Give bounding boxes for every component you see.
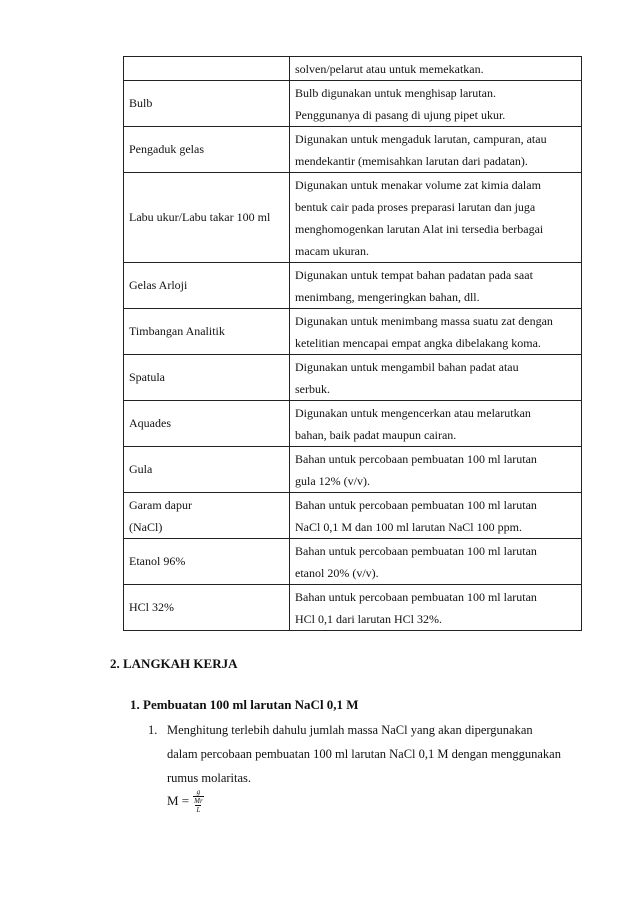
subsection-heading-nacl: 1. Pembuatan 100 ml larutan NaCl 0,1 M xyxy=(130,697,359,712)
item-name: Timbangan Analitik xyxy=(129,324,225,338)
item-description-line: gula 12% (v/v). xyxy=(295,474,370,488)
formula-fraction xyxy=(193,788,204,814)
item-description-cell xyxy=(290,355,582,401)
item-description-cell xyxy=(290,585,582,631)
item-description-line: etanol 20% (v/v). xyxy=(295,566,379,580)
table-row xyxy=(124,355,582,401)
item-description-line: bentuk cair pada proses preparasi larutan dan juga xyxy=(295,200,536,214)
item-description-line: mendekantir (memisahkan larutan dari padatan). xyxy=(295,154,528,168)
table-row xyxy=(124,401,582,447)
item-description-line: Bahan untuk percobaan pembuatan 100 ml larutan xyxy=(295,498,537,512)
item-description-cell xyxy=(290,127,582,173)
item-description-line: Digunakan untuk mengambil bahan padat atau xyxy=(295,360,519,374)
item-description-cell xyxy=(290,493,582,539)
table-row xyxy=(124,539,582,585)
item-description-cell xyxy=(290,539,582,585)
formula-numerator-g: g xyxy=(196,788,201,796)
item-description-line: bahan, baik padat maupun cairan. xyxy=(295,428,457,442)
item-description-line: HCl 0,1 dari larutan HCl 32%. xyxy=(295,612,442,626)
item-name-cell xyxy=(124,81,290,127)
step-line: dalam percobaan pembuatan 100 ml larutan NaCl 0,1 M dengan menggunakan xyxy=(167,747,561,761)
item-name: Gelas Arloji xyxy=(129,278,188,292)
item-description-line: Bahan untuk percobaan pembuatan 100 ml larutan xyxy=(295,452,537,466)
item-name: Bulb xyxy=(129,96,153,110)
formula-lhs: M = xyxy=(167,793,190,808)
item-description-line: Digunakan untuk menakar volume zat kimia dalam xyxy=(295,178,541,192)
table-row xyxy=(124,173,582,263)
item-description-cell xyxy=(290,57,582,81)
table-row xyxy=(124,585,582,631)
item-name: Gula xyxy=(129,462,153,476)
item-description-cell xyxy=(290,81,582,127)
formula-numerator-mr: Mr xyxy=(194,797,203,805)
item-description-cell xyxy=(290,447,582,493)
step-number: 1. xyxy=(148,723,158,737)
item-name-cell xyxy=(124,539,290,585)
item-description-line: solven/pelarut atau untuk memekatkan. xyxy=(295,62,484,76)
item-name: Aquades xyxy=(129,416,171,430)
item-description-line: macam ukuran. xyxy=(295,244,369,258)
item-description-line: Digunakan untuk tempat bahan padatan pada saat xyxy=(295,268,533,282)
item-description-line: NaCl 0,1 M dan 100 ml larutan NaCl 100 ppm. xyxy=(295,520,522,534)
item-description-line: menghomogenkan larutan Alat ini tersedia berbagai xyxy=(295,222,544,236)
formula-denominator-l: L xyxy=(196,806,201,814)
item-name-cell xyxy=(124,585,290,631)
table-row xyxy=(124,263,582,309)
table-row xyxy=(124,493,582,539)
item-name-cell xyxy=(124,57,290,81)
item-description-line: Bulb digunakan untuk menghisap larutan. xyxy=(295,86,496,100)
item-name: Spatula xyxy=(129,370,165,384)
table-row xyxy=(124,57,582,81)
item-description-cell xyxy=(290,401,582,447)
item-description-line: Digunakan untuk mengencerkan atau melarutkan xyxy=(295,406,531,420)
item-description-line: Digunakan untuk mengaduk larutan, campuran, atau xyxy=(295,132,547,146)
item-description-line: Bahan untuk percobaan pembuatan 100 ml larutan xyxy=(295,544,537,558)
equipment-table xyxy=(123,56,582,631)
item-name-cell xyxy=(124,127,290,173)
item-name: HCl 32% xyxy=(129,600,174,614)
item-description-line: ketelitian mencapai empat angka dibelakang koma. xyxy=(295,336,541,350)
item-name: Labu ukur/Labu takar 100 ml xyxy=(129,210,271,224)
table-row xyxy=(124,81,582,127)
item-description-line: Bahan untuk percobaan pembuatan 100 ml larutan xyxy=(295,590,537,604)
item-name-cell xyxy=(124,263,290,309)
item-description-line: Penggunanya di pasang di ujung pipet ukur. xyxy=(295,108,506,122)
item-description-cell xyxy=(290,173,582,263)
step-line: Menghitung terlebih dahulu jumlah massa NaCl yang akan dipergunakan xyxy=(167,723,533,737)
item-description-line: menimbang, mengeringkan bahan, dll. xyxy=(295,290,480,304)
item-name-cell xyxy=(124,309,290,355)
item-description-cell xyxy=(290,309,582,355)
item-description-line: serbuk. xyxy=(295,382,330,396)
item-name-cell xyxy=(124,355,290,401)
step-line: rumus molaritas. xyxy=(167,771,252,785)
item-description-cell xyxy=(290,263,582,309)
molarity-formula xyxy=(167,788,204,814)
item-name: (NaCl) xyxy=(129,519,163,534)
step-1 xyxy=(148,718,580,790)
item-name-cell xyxy=(124,401,290,447)
item-name: Pengaduk gelas xyxy=(129,142,204,156)
section-heading-langkah-kerja: 2. LANGKAH KERJA xyxy=(110,656,238,671)
step-text xyxy=(167,718,580,790)
item-name: Garam dapur xyxy=(129,497,192,512)
item-name-cell xyxy=(124,173,290,263)
item-name: Etanol 96% xyxy=(129,554,186,568)
item-description-line: Digunakan untuk menimbang massa suatu zat dengan xyxy=(295,314,553,328)
item-name-cell xyxy=(124,493,290,539)
table-row xyxy=(124,127,582,173)
table-row xyxy=(124,447,582,493)
item-name-cell xyxy=(124,447,290,493)
table-row xyxy=(124,309,582,355)
